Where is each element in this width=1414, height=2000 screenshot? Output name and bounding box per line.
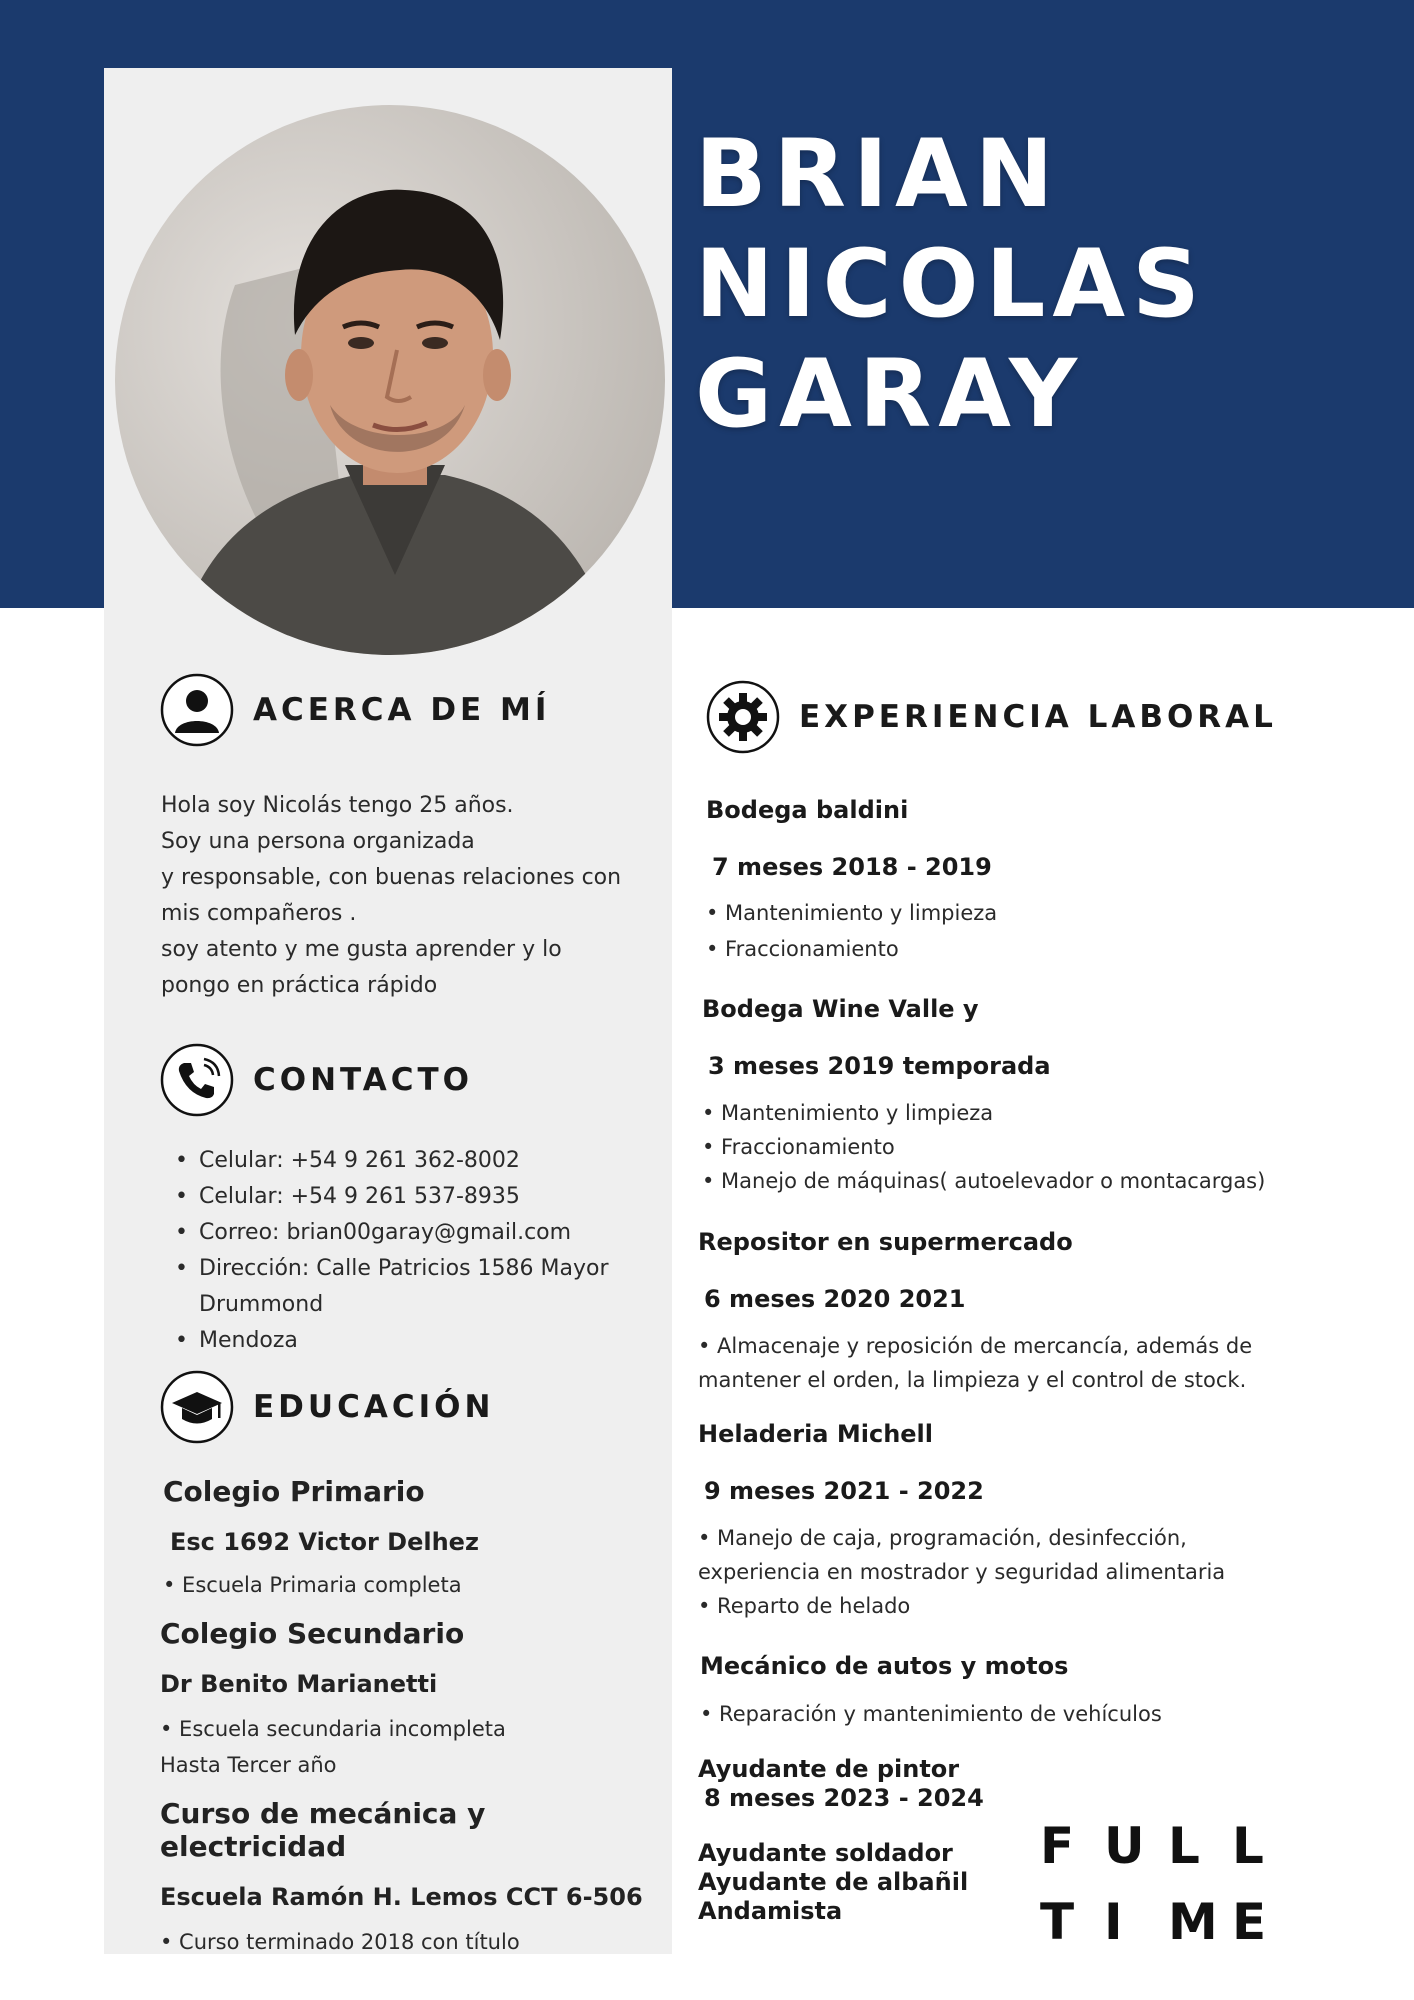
- job-task: • Manejo de máquinas( autoelevador o montacargas): [702, 1169, 1266, 1193]
- about-title: ACERCA DE MÍ: [253, 692, 551, 728]
- experience-title: EXPERIENCIA LABORAL: [799, 699, 1277, 735]
- full-time-line-1: [1040, 1817, 1296, 1875]
- job-period: 6 meses 2020 2021: [704, 1285, 966, 1313]
- education-heading: [160, 1370, 494, 1444]
- contact-phone-1: • Celular: +54 9 261 362-8002: [161, 1143, 651, 1179]
- contact-city: • Mendoza: [161, 1323, 651, 1359]
- contact-title: CONTACTO: [253, 1062, 474, 1098]
- job-period: 7 meses 2018 - 2019: [712, 853, 992, 881]
- job-company: Heladeria Michell: [698, 1420, 934, 1448]
- job-task: • Reparto de helado: [698, 1594, 911, 1618]
- full-time-letter: F: [1040, 1817, 1075, 1875]
- course-title: Curso de mecánica y: [160, 1797, 486, 1830]
- job-period: 3 meses 2019 temporada: [708, 1052, 1051, 1080]
- name-last: GARAY: [695, 340, 1085, 449]
- contact-phone-2: • Celular: +54 9 261 537-8935: [161, 1179, 651, 1215]
- secondary-school-title: Colegio Secundario: [160, 1617, 465, 1650]
- job-task: • Reparación y mantenimiento de vehículos: [700, 1702, 1162, 1726]
- experience-heading: [706, 680, 1277, 754]
- job-company: Bodega Wine Valle y: [702, 995, 979, 1023]
- full-time-letter: M: [1168, 1893, 1218, 1951]
- phone-icon: [160, 1043, 234, 1117]
- course-school: Escuela Ramón H. Lemos CCT 6-506: [160, 1883, 643, 1911]
- primary-school-note: • Escuela Primaria completa: [163, 1573, 462, 1597]
- about-text: [161, 788, 641, 1004]
- extra-role: Ayudante de albañil: [698, 1868, 969, 1896]
- contact-email: • Correo: brian00garay@gmail.com: [161, 1215, 651, 1251]
- job-period: 9 meses 2021 - 2022: [704, 1477, 984, 1505]
- about-line: Hola soy Nicolás tengo 25 años.: [161, 793, 514, 818]
- name-middle: NICOLAS: [695, 230, 1207, 339]
- job-task: • Manejo de caja, programación, desinfección,: [698, 1526, 1187, 1550]
- secondary-school-name: Dr Benito Marianetti: [160, 1670, 438, 1698]
- job-company: Mecánico de autos y motos: [700, 1652, 1069, 1680]
- education-title: EDUCACIÓN: [253, 1389, 495, 1425]
- job-company: Bodega baldini: [706, 796, 909, 824]
- job-period: 8 meses 2023 - 2024: [704, 1784, 984, 1812]
- job-task: mantener el orden, la limpieza y el control de stock.: [698, 1368, 1247, 1392]
- full-name: [695, 120, 1207, 450]
- graduation-cap-icon: [160, 1370, 234, 1444]
- full-time-letter: E: [1232, 1893, 1267, 1951]
- full-time-letter: U: [1104, 1817, 1145, 1875]
- contact-address: • Dirección: Calle Patricios 1586 Mayor Drummond: [161, 1251, 651, 1323]
- job-company: Repositor en supermercado: [698, 1228, 1073, 1256]
- user-icon: [160, 673, 234, 747]
- job-task: • Fraccionamiento: [702, 1135, 895, 1159]
- about-line: Soy una persona organizada: [161, 829, 475, 854]
- course-title: electricidad: [160, 1830, 347, 1863]
- full-time-letter: L: [1232, 1817, 1264, 1875]
- job-task: • Mantenimiento y limpieza: [702, 1101, 994, 1125]
- full-time-letter: L: [1168, 1817, 1200, 1875]
- secondary-school-note: Hasta Tercer año: [160, 1753, 337, 1777]
- profile-photo: [115, 105, 665, 655]
- about-line: mis compañeros .: [161, 901, 357, 926]
- about-line: pongo en práctica rápido: [161, 973, 438, 998]
- job-task: • Mantenimiento y limpieza: [706, 901, 998, 925]
- secondary-school-note: • Escuela secundaria incompleta: [160, 1717, 506, 1741]
- primary-school-title: Colegio Primario: [163, 1475, 425, 1508]
- extra-role: Andamista: [698, 1897, 843, 1925]
- name-first: BRIAN: [695, 120, 1061, 229]
- full-time-line-2: [1040, 1893, 1296, 1951]
- about-line: soy atento y me gusta aprender y lo: [161, 937, 562, 962]
- full-time-letter: I: [1104, 1893, 1123, 1951]
- contact-list: [161, 1143, 651, 1359]
- job-task: • Almacenaje y reposición de mercancía, además de: [698, 1334, 1253, 1358]
- gear-icon: [706, 680, 780, 754]
- job-task: • Fraccionamiento: [706, 937, 899, 961]
- course-note: • Curso terminado 2018 con título: [160, 1930, 520, 1954]
- about-line: y responsable, con buenas relaciones con: [161, 865, 622, 890]
- extra-role: Ayudante soldador: [698, 1839, 953, 1867]
- contact-heading: [160, 1043, 473, 1117]
- about-heading: [160, 673, 550, 747]
- full-time-letter: T: [1040, 1893, 1075, 1951]
- primary-school-name: Esc 1692 Victor Delhez: [170, 1528, 479, 1556]
- job-task: experiencia en mostrador y seguridad alimentaria: [698, 1560, 1226, 1584]
- job-company: Ayudante de pintor: [698, 1755, 960, 1783]
